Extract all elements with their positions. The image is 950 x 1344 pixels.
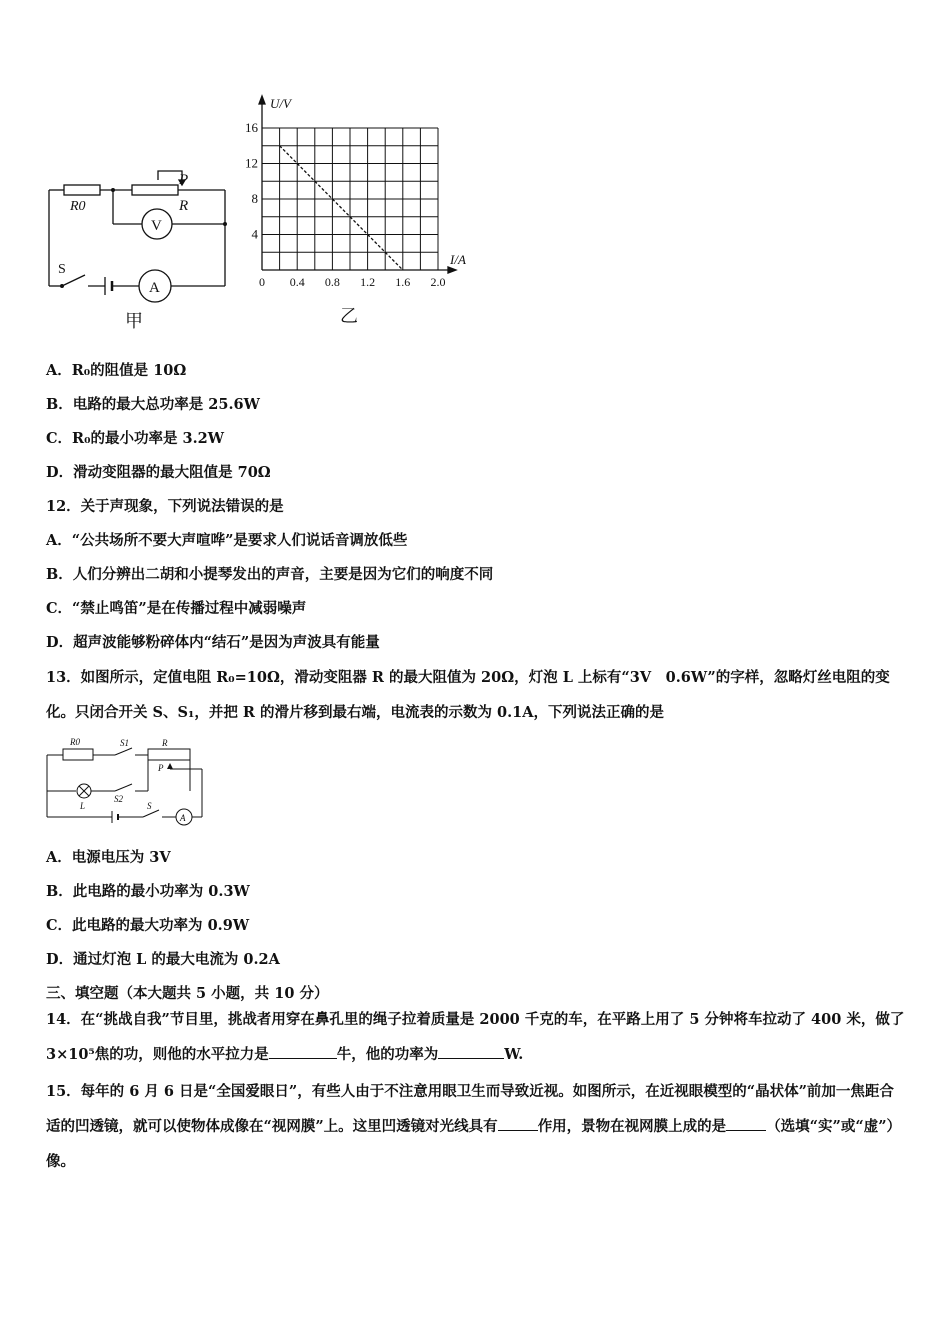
label-s1: S1	[120, 738, 129, 748]
label-p: P	[158, 763, 164, 773]
q14-part2: 牛，他的功率为	[336, 1046, 439, 1063]
label-p: P	[179, 172, 189, 188]
label-a: A	[180, 813, 186, 823]
x-axis-arrow	[448, 267, 456, 273]
resistor-r0	[64, 185, 100, 195]
q15-blank-effect[interactable]	[498, 1116, 538, 1131]
label-r0: R0	[70, 737, 80, 747]
q13-option-a: A．电源电压为 3V	[46, 849, 171, 866]
q12-option-b: B．人们分辨出二胡和小提琴发出的声音，主要是因为它们的响度不同	[46, 566, 494, 583]
label-s: S	[147, 801, 152, 811]
circuit-diagram-q13	[40, 735, 215, 830]
q14-blank-power[interactable]	[438, 1044, 504, 1059]
label-l: L	[80, 801, 86, 811]
q13-stem: 13．如图所示，定值电阻 R₀=10Ω，滑动变阻器 R 的最大阻值为 20Ω，灯泡 L 上标有“3V 0.6W”的字样，忽略灯丝电阻的变化。只闭合开关 S、S₁，并把 R 的滑片移到最右端，电流表的示数为 0.1A，下列说法正确的是	[46, 669, 890, 721]
q11-option-b: B．电路的最大总功率是 25.6W	[46, 396, 260, 413]
label-s: S	[58, 262, 66, 277]
label-r: R	[162, 738, 168, 748]
circuit-diagram-jia	[40, 160, 240, 335]
series-line	[280, 146, 403, 270]
label-r: R	[179, 198, 189, 214]
q12-option-d: D．超声波能够粉碎体内“结石”是因为声波具有能量	[46, 634, 380, 651]
y-axis-label: U/V	[270, 96, 291, 111]
x-tick-label: 0	[259, 275, 265, 289]
q11-option-a: A．R₀的阻值是 10Ω	[46, 362, 187, 379]
x-tick-label: 2.0	[430, 275, 446, 289]
y-tick-label: 8	[251, 191, 258, 206]
x-axis-label: I/A	[450, 252, 466, 267]
switch-s	[143, 810, 159, 817]
q11-option-c: C．R₀的最小功率是 3.2W	[46, 430, 224, 447]
q15-part2: 作用，景物在视网膜上成的是	[537, 1118, 727, 1135]
q15-part1: 15．每年的 6 月 6 日是“全国爱眼日”，有些人由于不注意用眼卫生而导致近视。如图所示，在近视眼模型的“晶状体”前加一焦距合适的凹透镜，就可以使物体成像在“视网膜”上。这里凹透镜对光线具有	[46, 1083, 894, 1135]
y-tick-label: 16	[245, 120, 258, 135]
resistor-r0	[63, 749, 93, 760]
label-s2: S2	[114, 794, 123, 804]
q15-part3: （选填“实”或“虚”）像。	[46, 1118, 902, 1170]
q14-text	[46, 1002, 906, 1072]
label-v: V	[151, 218, 162, 234]
caption-yi: 乙	[340, 306, 358, 326]
q14-part3: W.	[504, 1046, 524, 1063]
label-r0: R0	[70, 199, 86, 214]
q15-text	[46, 1074, 906, 1179]
q14-part1: 14．在“挑战自我”节目里，挑战者用穿在鼻孔里的绳子拉着质量是 2000 千克的车，在平路上用了 5 分钟将车拉动了 400 米，做了 3×10⁵焦的功，则他的水平拉力是	[46, 1011, 905, 1063]
section-3-heading: 三、填空题（本大题共 5 小题，共 10 分）	[46, 985, 329, 1002]
x-tick-label: 0.4	[289, 275, 305, 289]
q14-blank-force[interactable]	[269, 1044, 337, 1059]
x-tick-label: 1.2	[360, 275, 376, 289]
switch-s2	[115, 784, 132, 791]
switch-s1	[115, 748, 132, 755]
q13-option-b: B．此电路的最小功率为 0.3W	[46, 883, 250, 900]
q13-option-c: C．此电路的最大功率为 0.9W	[46, 917, 250, 934]
ui-graph-yi	[230, 92, 480, 332]
x-tick-label: 1.6	[395, 275, 411, 289]
rheostat-r	[132, 185, 178, 195]
q15-blank-image[interactable]	[726, 1116, 766, 1131]
q12-option-a: A．“公共场所不要大声喧哗”是要求人们说话音调放低些	[46, 532, 408, 549]
rheostat-r	[148, 749, 190, 760]
q12-stem: 12．关于声现象，下列说法错误的是	[46, 498, 284, 515]
x-tick-label: 0.8	[324, 275, 340, 289]
y-tick-label: 12	[245, 155, 258, 171]
label-a: A	[149, 280, 160, 296]
q11-option-d: D．滑动变阻器的最大阻值是 70Ω	[46, 464, 271, 481]
q13-option-d: D．通过灯泡 L 的最大电流为 0.2A	[46, 951, 280, 968]
caption-jia: 甲	[125, 311, 143, 331]
y-axis-arrow	[259, 96, 265, 104]
q12-option-c: C．“禁止鸣笛”是在传播过程中减弱噪声	[46, 600, 307, 617]
y-tick-label: 4	[251, 226, 258, 242]
